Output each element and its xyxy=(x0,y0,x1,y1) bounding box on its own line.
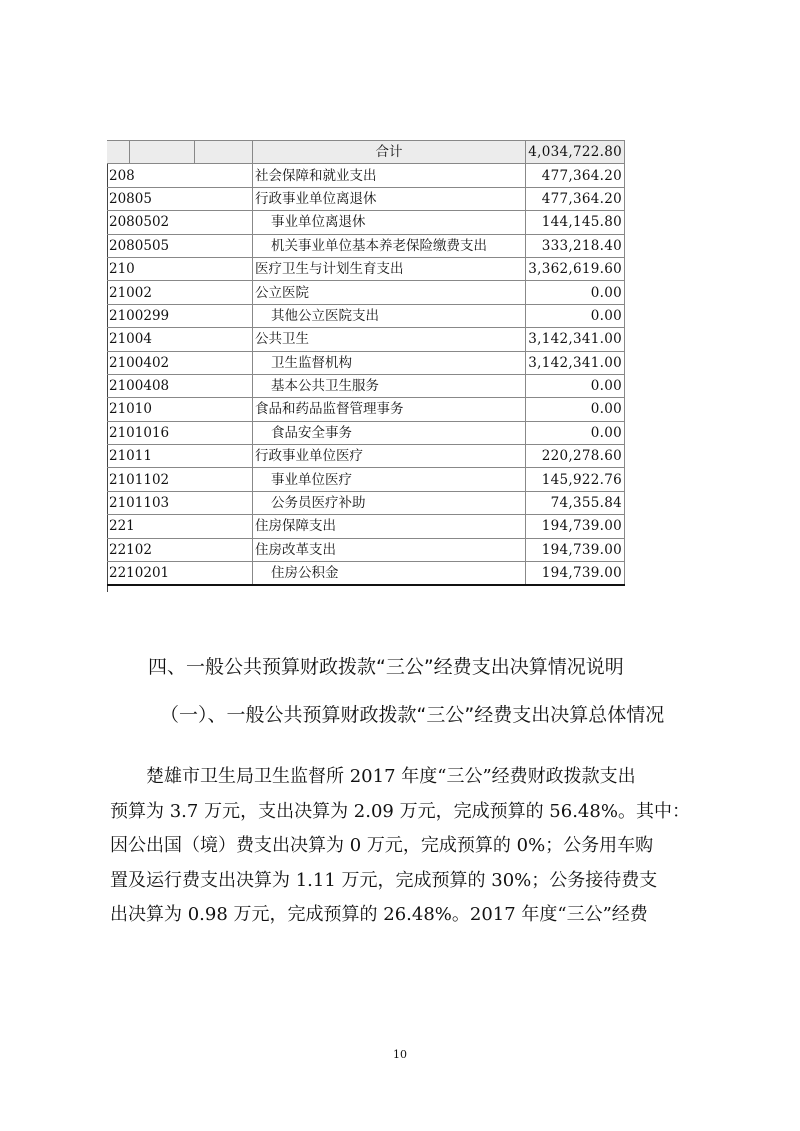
row-amount: 194,739.00 xyxy=(526,515,625,538)
row-amount: 0.00 xyxy=(526,374,625,397)
row-amount: 74,355.84 xyxy=(526,491,625,514)
row-amount: 0.00 xyxy=(526,281,625,304)
table-row xyxy=(107,304,625,327)
table-row xyxy=(107,445,625,468)
table-row xyxy=(107,491,625,514)
row-amount: 194,739.00 xyxy=(526,538,625,561)
row-name: 行政事业单位离退休 xyxy=(253,187,526,210)
paragraph-line: 预算为 3.7 万元，支出决算为 2.09 万元，完成预算的 56.48%。其中： xyxy=(110,800,690,822)
table-row xyxy=(107,234,625,257)
row-code: 2100408 xyxy=(107,374,253,397)
table-row xyxy=(107,515,625,538)
table-row xyxy=(107,187,625,210)
table-row xyxy=(107,211,625,234)
row-amount: 333,218.40 xyxy=(526,234,625,257)
page-number: 10 xyxy=(393,1048,407,1061)
row-code: 20805 xyxy=(107,187,253,210)
row-code: 22102 xyxy=(107,538,253,561)
row-name: 食品安全事务 xyxy=(253,421,526,444)
total-amount: 4,034,722.80 xyxy=(526,141,625,164)
row-code: 2210201 xyxy=(107,562,253,586)
paragraph-line: 置及运行费支出决算为 1.11 万元，完成预算的 30%；公务接待费支 xyxy=(110,869,658,891)
table-row xyxy=(107,281,625,304)
row-name: 住房公积金 xyxy=(253,562,526,586)
table-row xyxy=(107,374,625,397)
row-code: 2101102 xyxy=(107,468,253,491)
table-row xyxy=(107,562,625,586)
row-code: 21004 xyxy=(107,328,253,351)
row-name: 公共卫生 xyxy=(253,328,526,351)
table-row xyxy=(107,351,625,374)
body-paragraph xyxy=(110,760,704,933)
row-amount: 145,922.76 xyxy=(526,468,625,491)
row-amount: 194,739.00 xyxy=(526,562,625,586)
row-code: 21002 xyxy=(107,281,253,304)
row-code: 208 xyxy=(107,164,253,187)
row-name: 社会保障和就业支出 xyxy=(253,164,526,187)
row-code: 2080502 xyxy=(107,211,253,234)
row-amount: 477,364.20 xyxy=(526,187,625,210)
total-code-cells xyxy=(107,141,253,164)
row-name: 医疗卫生与计划生育支出 xyxy=(253,257,526,280)
row-code: 21010 xyxy=(107,398,253,421)
total-label: 合计 xyxy=(253,141,526,164)
row-amount: 3,362,619.60 xyxy=(526,257,625,280)
row-name: 住房保障支出 xyxy=(253,515,526,538)
row-amount: 144,145.80 xyxy=(526,211,625,234)
row-name: 卫生监督机构 xyxy=(253,351,526,374)
paragraph-line: 出决算为 0.98 万元，完成预算的 26.48%。2017 年度“三公”经费 xyxy=(110,904,648,926)
row-code: 221 xyxy=(107,515,253,538)
row-name: 住房改革支出 xyxy=(253,538,526,561)
row-amount: 3,142,341.00 xyxy=(526,351,625,374)
total-row xyxy=(107,141,625,164)
row-amount: 0.00 xyxy=(526,421,625,444)
table-row xyxy=(107,257,625,280)
row-name: 行政事业单位医疗 xyxy=(253,445,526,468)
row-name: 公务员医疗补助 xyxy=(253,491,526,514)
paragraph-line: 楚雄市卫生局卫生监督所 2017 年度“三公”经费财政拨款支出 xyxy=(146,766,636,787)
row-code: 2080505 xyxy=(107,234,253,257)
row-code: 2100402 xyxy=(107,351,253,374)
row-amount: 3,142,341.00 xyxy=(526,328,625,351)
section-heading: 四、一般公共预算财政拨款“三公”经费支出决算情况说明 xyxy=(148,656,624,678)
row-name: 基本公共卫生服务 xyxy=(253,374,526,397)
table-row xyxy=(107,421,625,444)
row-code: 210 xyxy=(107,257,253,280)
row-amount: 220,278.60 xyxy=(526,445,625,468)
row-name: 事业单位离退休 xyxy=(253,211,526,234)
row-code: 2101016 xyxy=(107,421,253,444)
table-row xyxy=(107,328,625,351)
table-row xyxy=(107,164,625,187)
row-code: 21011 xyxy=(107,445,253,468)
row-amount: 0.00 xyxy=(526,304,625,327)
row-name: 食品和药品监督管理事务 xyxy=(253,398,526,421)
table-row xyxy=(107,538,625,561)
row-name: 机关事业单位基本养老保险缴费支出 xyxy=(253,234,526,257)
row-amount: 0.00 xyxy=(526,398,625,421)
paragraph-line: 因公出国（境）费支出决算为 0 万元，完成预算的 0%；公务用车购 xyxy=(110,835,654,857)
row-code: 2100299 xyxy=(107,304,253,327)
row-name: 其他公立医院支出 xyxy=(253,304,526,327)
table-row xyxy=(107,398,625,421)
expenditure-table xyxy=(107,140,625,586)
row-name: 公立医院 xyxy=(253,281,526,304)
row-name: 事业单位医疗 xyxy=(253,468,526,491)
row-code: 2101103 xyxy=(107,491,253,514)
subsection-heading: （一）、一般公共预算财政拨款“三公”经费支出决算总体情况 xyxy=(160,704,665,726)
row-amount: 477,364.20 xyxy=(526,164,625,187)
table-row xyxy=(107,468,625,491)
